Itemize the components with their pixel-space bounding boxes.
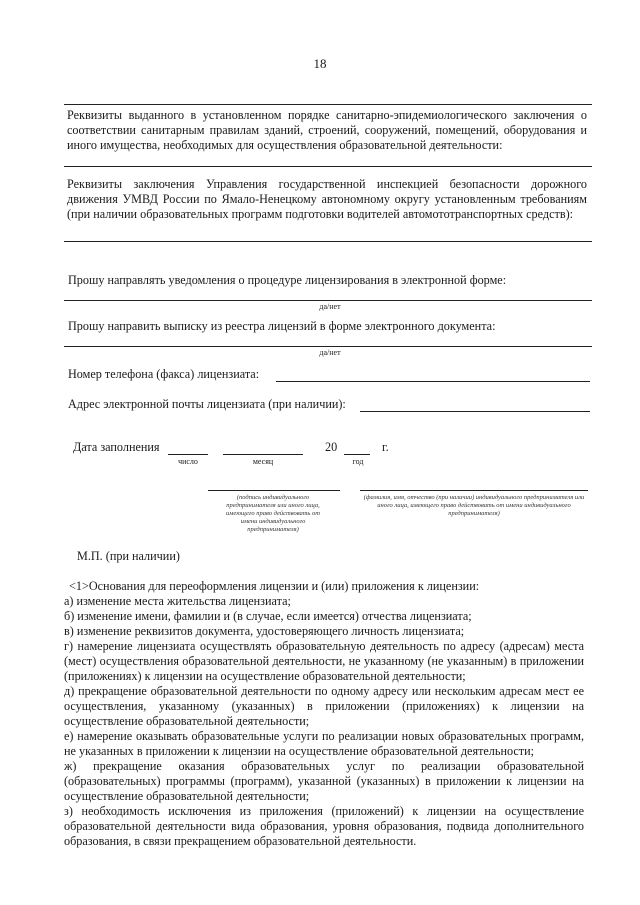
full-name-caption: (фамилия, имя, отчество (при наличии) индивидуального предпринимателя или иного лица, имеющего право действовать от имени индивидуального предпринимателя) xyxy=(363,494,585,517)
grounds-item-d: д) прекращение образовательной деятельности по одному адресу или нескольким адресам мест ее осуществления, указанному (указанных) в приложении (приложениях) к лицензии на осуществление образовательной деятельности; xyxy=(64,684,584,728)
notifications-label: Прошу направлять уведомления о процедуре лицензирования в электронной форме: xyxy=(68,273,507,287)
year-input-line[interactable] xyxy=(344,454,370,455)
notifications-yes-no-caption: да/нет xyxy=(319,302,341,311)
phone-label: Номер телефона (факса) лицензиата: xyxy=(68,367,260,381)
extract-yes-no-caption: да/нет xyxy=(319,348,341,357)
grounds-item-b: б) изменение имени, фамилии и (в случае, если имеется) отчества лицензиата; xyxy=(64,609,472,623)
signature-input-line[interactable] xyxy=(208,490,340,491)
year-caption: год xyxy=(352,457,364,466)
grounds-title: <1>Основания для переоформления лицензии и (или) приложения к лицензии: xyxy=(69,579,480,593)
extract-label: Прошу направить выписку из реестра лицензий в форме электронного документа: xyxy=(68,319,496,333)
signature-caption: (подпись индивидуального предпринимателя или иного лица, имеющего право действовать от имени индивидуального предпринимателя) xyxy=(226,494,320,533)
grounds-item-g: г) намерение лицензиата осуществлять образовательную деятельность по адресу (адресам) места (мест) осуществления образовательной деятельности, не указанному (не указанным) в приложении (приложениях) к лицензии на осуществление образовательной деятельности; xyxy=(64,639,584,683)
grounds-item-zh: ж) прекращение оказания образовательных услуг по реализации образовательной (образовательных) программы (программ), указанной (указанных) в приложении к лицензии на осуществление образовательной деятельности; xyxy=(64,759,584,803)
grounds-item-z: з) необходимость исключения из приложения (приложений) к лицензии на осуществление образовательной деятельности вида образования, уровня образования, подвида дополнительного образования, в связи прекращением образовательной деятельности. xyxy=(64,804,584,848)
phone-input-line[interactable] xyxy=(276,381,590,382)
traffic-requisites-label: Реквизиты заключения Управления государственной инспекцией безопасности дорожного движения УМВД России по Ямало-Ненецкому автономному округу установленным требованиям (при наличии образовательных программ подготовки водителей автомототранспортных средств): xyxy=(67,177,587,221)
fill-date-label: Дата заполнения xyxy=(73,440,160,454)
sanitary-requisites-label: Реквизиты выданного в установленном порядке санитарно-эпидемиологического заключения о соответствии санитарным правилам зданий, строений, сооружений, помещений, оборудования и иного имущества, необходимых для осуществления образовательной деятельности: xyxy=(67,108,587,152)
month-input-line[interactable] xyxy=(223,454,303,455)
grounds-item-e: е) намерение оказывать образовательные услуги по реализации новых образовательных программ, не указанных в приложении к лицензии на осуществление образовательной деятельности; xyxy=(64,729,584,758)
grounds-section xyxy=(64,579,584,849)
notifications-answer-line[interactable] xyxy=(64,300,592,301)
day-caption: число xyxy=(178,457,198,466)
day-input-line[interactable] xyxy=(168,454,208,455)
traffic-answer-line[interactable] xyxy=(64,241,592,242)
page-number: 18 xyxy=(313,56,327,71)
grounds-item-v: в) изменение реквизитов документа, удостоверяющего личность лицензиата; xyxy=(64,624,465,638)
year-suffix: г. xyxy=(382,440,389,454)
year-prefix: 20 xyxy=(325,440,338,454)
email-label: Адрес электронной почты лицензиата (при наличии): xyxy=(68,397,346,411)
full-name-input-line[interactable] xyxy=(360,490,588,491)
stamp-label: М.П. (при наличии) xyxy=(77,549,180,563)
section-divider-top xyxy=(64,104,592,105)
extract-answer-line[interactable] xyxy=(64,346,592,347)
month-caption: месяц xyxy=(252,457,274,466)
sanitary-answer-line[interactable] xyxy=(64,166,592,167)
grounds-item-a: а) изменение места жительства лицензиата; xyxy=(64,594,291,608)
email-input-line[interactable] xyxy=(360,411,590,412)
